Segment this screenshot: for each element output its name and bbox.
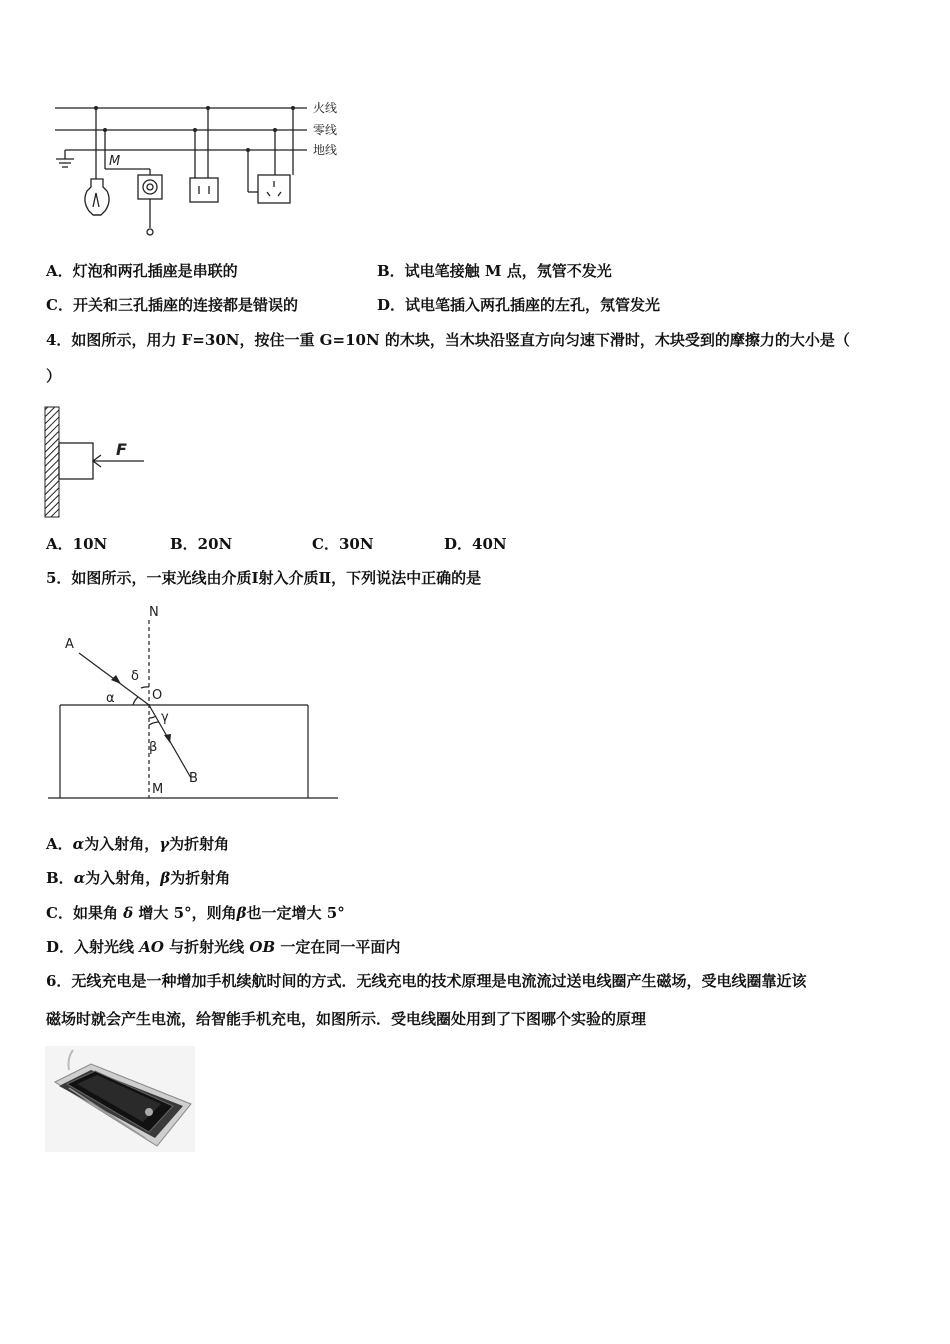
incident-arrow <box>111 675 121 684</box>
neutral-wire-label: 零线 <box>313 123 338 137</box>
wireless-charger-photo <box>45 1046 195 1152</box>
q5-stem: 5．如图所示，一束光线由介质Ⅰ射入介质Ⅱ，下列说法中正确的是 <box>46 569 482 587</box>
normal-n-label: N <box>149 605 159 620</box>
q4-stem-line1: 4．如图所示，用力 F=30N，按住一重 G=10N 的木块，当木块沿竖直方向匀速下滑时，木块受到的摩擦力的大小是（ <box>46 331 850 349</box>
q3-option-d: D．试电笔插入两孔插座的左孔，氖管发光 <box>377 296 661 314</box>
point-a-label: A <box>65 637 74 652</box>
alpha-label: α <box>106 691 115 706</box>
q4-option-b: B．20N <box>170 535 233 553</box>
q3-option-b: B．试电笔接触 M 点，氖管不发光 <box>377 262 612 280</box>
wall <box>45 407 59 517</box>
q4-option-d: D．40N <box>444 535 507 553</box>
q5-option-c: C．如果角 δ 增大 5°，则角β也一定增大 5° <box>46 904 345 922</box>
force-label: F <box>116 440 127 459</box>
light-refraction-diagram <box>45 600 345 805</box>
q6-stem-line1: 6．无线充电是一种增加手机续航时间的方式．无线充电的技术原理是电流流过送电线圈产生磁场，受电线圈靠近该 <box>46 972 807 990</box>
q6-stem-line2: 磁场时就会产生电流，给智能手机充电，如图所示．受电线圈处用到了下图哪个实验的原理 <box>46 1010 647 1028</box>
live-wire-label: 火线 <box>313 101 338 115</box>
point-m-label: M <box>109 154 121 169</box>
household-circuit-diagram <box>45 95 355 245</box>
wall-block-force-diagram <box>42 405 152 520</box>
beta-label: β <box>149 740 158 755</box>
q4-option-a: A．10N <box>46 535 108 553</box>
q5-option-d: D．入射光线 AO 与折射光线 OB 一定在同一平面内 <box>46 938 401 956</box>
ground-wire-label: 地线 <box>313 143 338 157</box>
q5-option-b: B．α为入射角，β为折射角 <box>46 869 231 887</box>
q3-option-c: C．开关和三孔插座的连接都是错误的 <box>46 296 298 314</box>
point-o-label: O <box>152 688 163 703</box>
wood-block <box>59 443 93 479</box>
q3-option-a: A．灯泡和两孔插座是串联的 <box>46 262 238 280</box>
point-b-label: B <box>189 771 198 786</box>
q4-option-c: C．30N <box>312 535 374 553</box>
point-m-label: M <box>152 782 164 797</box>
gamma-label: γ <box>161 710 169 725</box>
delta-label: δ <box>131 669 139 684</box>
refracted-arrow <box>164 734 171 743</box>
q5-option-a: A．α为入射角，γ为折射角 <box>46 835 230 853</box>
q4-stem-line2: ） <box>46 367 62 385</box>
